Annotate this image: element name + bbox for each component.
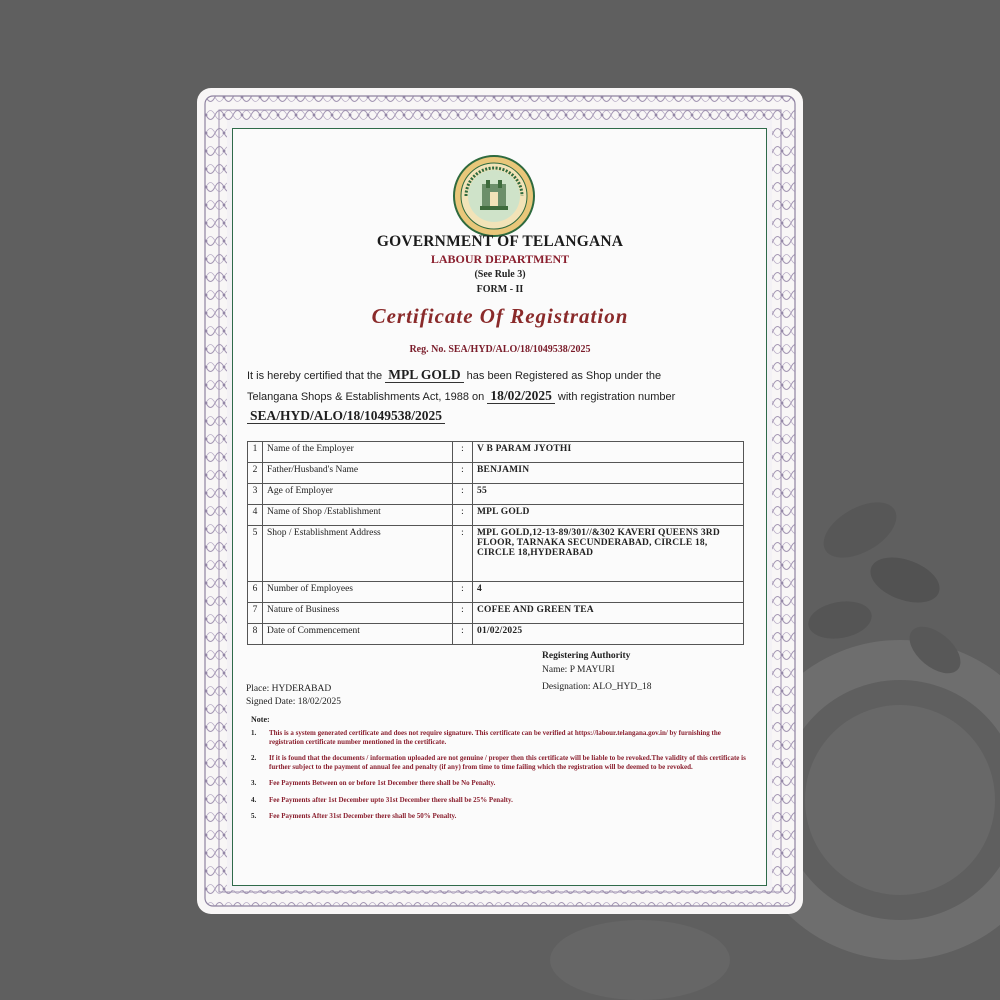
signed-date: Signed Date: 18/02/2025	[246, 697, 341, 707]
note-number: 3.	[251, 779, 257, 787]
table-row	[248, 484, 744, 505]
row-value: MPL GOLD,12-13-89/301//&302 KAVERI QUEENS 3RD FLOOR, TARNAKA SECUNDERABAD, CIRCLE 18, CIRCLE 18,HYDERABAD	[473, 526, 744, 582]
certification-line-2	[247, 388, 770, 404]
row-label: Shop / Establishment Address	[263, 526, 453, 582]
list-item	[251, 796, 756, 805]
registration-number-highlight: SEA/HYD/ALO/18/1049538/2025	[247, 408, 445, 424]
registering-authority-heading: Registering Authority	[542, 651, 631, 661]
authority-designation: Designation: ALO_HYD_18	[542, 682, 652, 692]
row-label: Name of Shop /Establishment	[263, 505, 453, 526]
row-separator: :	[453, 526, 473, 582]
note-number: 5.	[251, 812, 257, 820]
row-number: 1	[248, 442, 263, 463]
certification-line-3	[247, 408, 770, 424]
note-text: This is a system generated certificate and does not require signature. This certificate can be verified at https://labour.telangana.gov.in/ by furnishing the registration certificate number mentioned in the certificate.	[269, 729, 721, 746]
certification-line-1	[247, 367, 770, 383]
note-text: Fee Payments After 31st December there shall be 50% Penalty.	[269, 812, 457, 820]
note-number: 4.	[251, 795, 257, 804]
row-number: 2	[248, 463, 263, 484]
note-text: Fee Payments after 1st December upto 31st December there shall be 25% Penalty.	[269, 795, 513, 804]
note-text: If it is found that the documents / information uploaded are not genuine / proper then this certificate will be liable to be revoked.The validity of this certificate is further subject to the payment of annual fee and penalty (if any) from time to time failing which the registration will be deemed to be revoked.	[269, 754, 746, 771]
row-separator: :	[453, 582, 473, 603]
row-value: 01/02/2025	[473, 624, 744, 645]
telangana-emblem-icon	[452, 154, 536, 238]
row-label: Age of Employer	[263, 484, 453, 505]
list-item	[251, 729, 756, 746]
government-heading: GOVERNMENT OF TELANGANA	[376, 233, 624, 250]
row-value: 4	[473, 582, 744, 603]
row-number: 5	[248, 526, 263, 582]
row-number: 6	[248, 582, 263, 603]
row-separator: :	[453, 505, 473, 526]
row-label: Name of the Employer	[263, 442, 453, 463]
table-row	[248, 603, 744, 624]
row-separator: :	[453, 442, 473, 463]
table-row	[248, 463, 744, 484]
registration-date-highlight: 18/02/2025	[487, 388, 555, 404]
row-number: 8	[248, 624, 263, 645]
row-number: 7	[248, 603, 263, 624]
registration-number-heading: Reg. No. SEA/HYD/ALO/18/1049538/2025	[409, 344, 591, 355]
row-value: BENJAMIN	[473, 463, 744, 484]
row-value: COFEE AND GREEN TEA	[473, 603, 744, 624]
shop-name-highlight: MPL GOLD	[385, 367, 463, 383]
authority-name: Name: P MAYURI	[542, 665, 615, 675]
row-value: 55	[473, 484, 744, 505]
row-separator: :	[453, 463, 473, 484]
row-number: 3	[248, 484, 263, 505]
table-row	[248, 582, 744, 603]
place-of-issue: Place: HYDERABAD	[246, 684, 332, 694]
list-item	[251, 754, 756, 771]
table-row	[248, 526, 744, 582]
notes-list	[251, 729, 756, 829]
row-separator: :	[453, 603, 473, 624]
row-value: V B PARAM JYOTHI	[473, 442, 744, 463]
row-separator: :	[453, 624, 473, 645]
table-row	[248, 442, 744, 463]
certification-text: has been Registered as Shop under the	[466, 370, 662, 382]
table-row	[248, 505, 744, 526]
row-separator: :	[453, 484, 473, 505]
department-heading: LABOUR DEPARTMENT	[430, 252, 570, 266]
row-label: Nature of Business	[263, 603, 453, 624]
table-row	[248, 624, 744, 645]
rule-reference: (See Rule 3)	[474, 269, 526, 280]
list-item	[251, 812, 756, 821]
certification-text: with registration number	[557, 391, 676, 403]
row-value: MPL GOLD	[473, 505, 744, 526]
form-number: FORM - II	[476, 284, 524, 295]
list-item	[251, 779, 756, 788]
row-label: Date of Commencement	[263, 624, 453, 645]
row-label: Number of Employees	[263, 582, 453, 603]
note-text: Fee Payments Between on or before 1st December there shall be No Penalty.	[269, 779, 496, 787]
certificate-title: Certificate Of Registration	[371, 304, 629, 328]
note-number: 1.	[251, 729, 257, 737]
certification-text: It is hereby certified that the	[247, 370, 383, 382]
certificate	[197, 88, 803, 914]
row-label: Father/Husband's Name	[263, 463, 453, 484]
note-number: 2.	[251, 754, 257, 762]
registration-details-table	[247, 441, 744, 645]
row-number: 4	[248, 505, 263, 526]
certification-text: Telangana Shops & Establishments Act, 1988 on	[247, 391, 485, 403]
notes-heading: Note:	[251, 715, 270, 724]
